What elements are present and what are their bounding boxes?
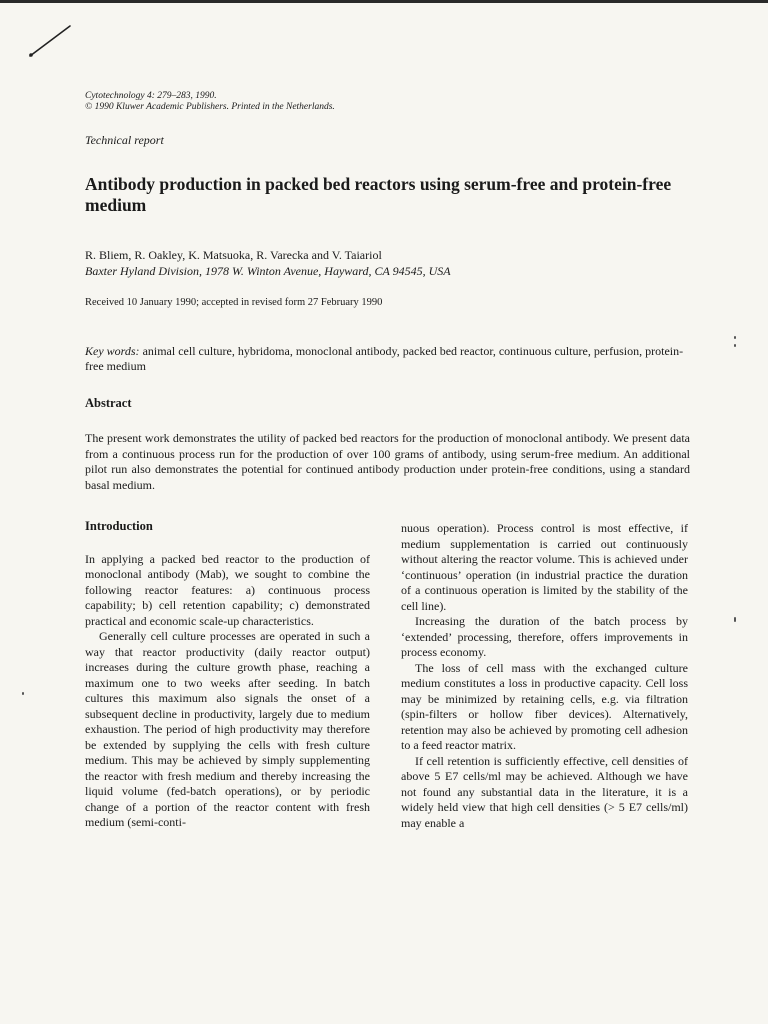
author-affiliation: Baxter Hyland Division, 1978 W. Winton Avenue, Hayward, CA 94545, USA: [85, 264, 451, 278]
intro-right-column: [401, 521, 688, 831]
scan-speck: [734, 336, 736, 339]
scan-top-edge: [0, 0, 768, 3]
intro-left-column: [85, 519, 370, 831]
scan-speck: [734, 617, 736, 622]
author-list: R. Bliem, R. Oakley, K. Matsuoka, R. Varecka and V. Taiariol: [85, 248, 382, 262]
intro-paragraph: If cell retention is sufficiently effective, cell densities of above 5 E7 cells/ml may be achieved. Although we have not found any substantial data in the literature, it is a widely held view that high cell densities (> 5 E7 cells/ml) may enable a: [401, 753, 688, 830]
report-type: Technical report: [85, 133, 164, 147]
intro-paragraph: Generally cell culture processes are operated in such a way that reactor productivity (daily reactor output) increases during the culture growth phase, reaching a maximum one to two weeks after seeding. In batch cultures this maximum also signals the onset of a subsequent decline in productivity, largely due to medium exhaustion. The period of high productivity may therefore be extended by supplying the cells with fresh culture medium. This may be achieved by simply supplementing the reactor with fresh medium and thereby increasing the liquid volume (fed-batch operations), or by periodic change of a portion of the reactor content with fresh medium (semi-conti-: [85, 629, 370, 829]
keywords-block: [85, 344, 690, 374]
pen-stroke-mark: [28, 24, 72, 58]
journal-citation: Cytotechnology 4: 279–283, 1990.: [85, 91, 217, 101]
keywords-label: Key words:: [85, 344, 140, 358]
abstract-text: The present work demonstrates the utility of packed bed reactors for the production of monoclonal antibody. We present data from a continuous process run for the production of over 100 grams of antibody, using serum-free medium. An additional pilot run also demonstrates the potential for continued antibody production under protein-free conditions, using a standard basal medium.: [85, 431, 690, 492]
article-title: Antibody production in packed bed reactors using serum-free and protein-free medium: [85, 174, 672, 215]
abstract-heading: Abstract: [85, 396, 132, 410]
introduction-heading: Introduction: [85, 519, 153, 533]
copyright-line: © 1990 Kluwer Academic Publishers. Printed in the Netherlands.: [85, 102, 335, 112]
intro-paragraph: nuous operation). Process control is most effective, if medium supplementation is carried out continuously without altering the reactor volume. This is achieved under ‘continuous’ operation (in industrial practice the duration of a continuous operation is limited by the stability of the cell line).: [401, 521, 688, 613]
intro-paragraph: In applying a packed bed reactor to the production of monoclonal antibody (Mab), we sought to combine the following reactor features: a) continuous process capability; b) cell retention capability; c) demonstrated practical and economic scale-up characteristics.: [85, 551, 370, 628]
scan-speck: [22, 692, 24, 695]
scan-speck: [734, 344, 736, 347]
received-dates: Received 10 January 1990; accepted in revised form 27 February 1990: [85, 297, 383, 308]
intro-paragraph: Increasing the duration of the batch process by ‘extended’ processing, therefore, offers improvements in process economy.: [401, 614, 688, 659]
keywords-text: animal cell culture, hybridoma, monoclonal antibody, packed bed reactor, continuous culture, perfusion, protein-free medium: [85, 344, 684, 373]
intro-paragraph: The loss of cell mass with the exchanged culture medium constitutes a loss in productive capacity. Cell loss may be minimized by retaining cells, e.g. via filtration (spin-filters or hollow fiber devices). Alternatively, retention may also be achieved by promoting cell adhesion to a feed reactor matrix.: [401, 660, 688, 752]
